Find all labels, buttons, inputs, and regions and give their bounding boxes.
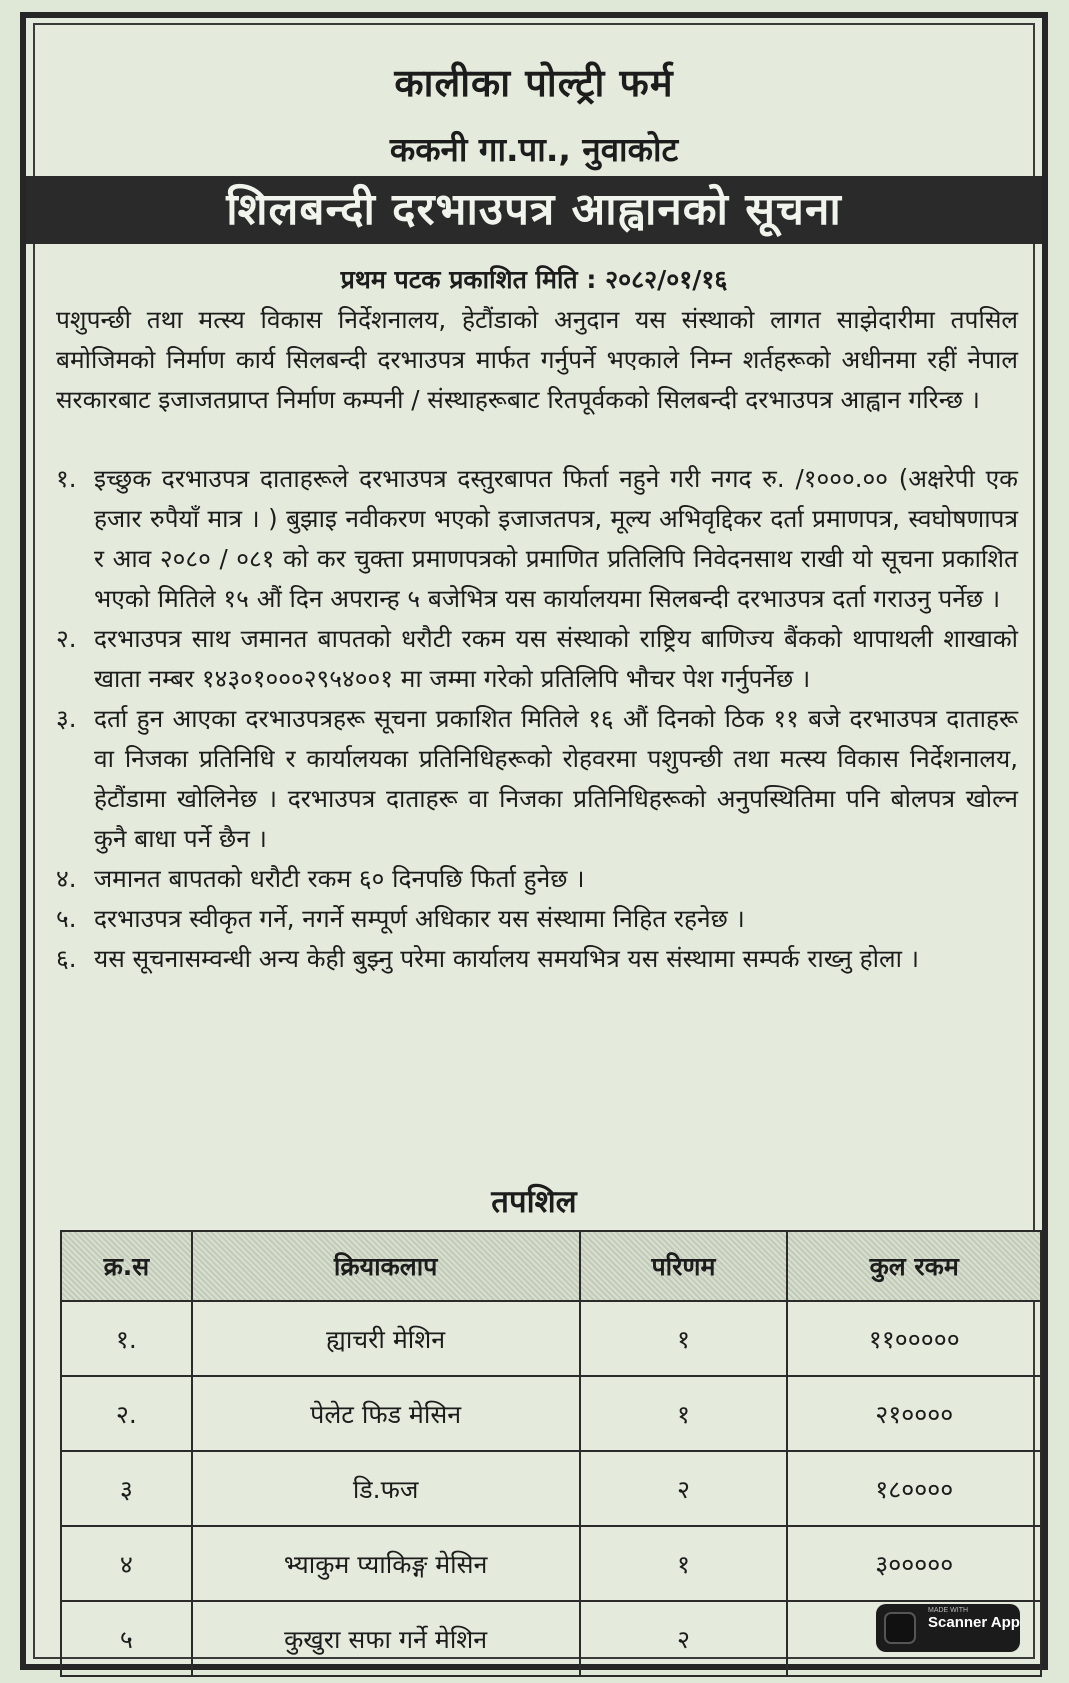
cell-serial: २. [61,1376,192,1451]
cell-quantity: १ [580,1376,788,1451]
condition-number: ६. [56,944,77,973]
cell-activity: ह्याचरी मेशिन [192,1301,580,1376]
cell-activity: डि.फज [192,1451,580,1526]
cell-serial: ५ [61,1601,192,1676]
condition-text: दर्ता हुन आएका दरभाउपत्रहरू सूचना प्रकाशित मितिले १६ औं दिनको ठिक ११ बजे दरभाउपत्र दाताहरू वा निजका प्रतिनिधि र कार्यालयका प्रतिनिधिहरूको रोहवरमा पशुपन्छी तथा मत्स्य विकास निर्देशनालय, हेटौंडामा खोलिनेछ । दरभाउपत्र दाताहरू वा निजका प्रतिनिधिहरूको अनुपस्थितिमा पनि बोलपत्र खोल्न कुनै बाधा पर्ने छैन । [94,704,1018,853]
condition-number: ३. [56,704,77,733]
cell-quantity: २ [580,1601,788,1676]
condition-text: जमानत बापतको धरौटी रकम ६० दिनपछि फिर्ता हुनेछ । [94,864,585,893]
organization-name: कालीका पोल्ट्री फर्म [394,61,674,105]
condition-number: १. [56,464,77,493]
cell-serial: ४ [61,1526,192,1601]
condition-item [56,459,1018,619]
intro-paragraph: पशुपन्छी तथा मत्स्य विकास निर्देशनालय, हेटौंडाको अनुदान यस संस्थाको लागत साझेदारीमा तपसिल बमोजिमको निर्माण कार्य सिलबन्दी दरभाउपत्र मार्फत गर्नुपर्ने भएकाले निम्न शर्तहरूको अधीनमा रहीं नेपाल सरकारबाट इजाजतप्राप्त निर्माण कम्पनी / संस्थाहरूबाट रितपूर्वकको सिलबन्दी दरभाउपत्र आह्वान गरिन्छ । [56,305,1018,414]
condition-number: ४. [56,864,77,893]
table-row [61,1451,1041,1526]
condition-number: २. [56,624,77,653]
condition-item [56,939,1018,979]
watermark-small-text: MADE WITH [928,1607,969,1614]
scanner-app-watermark [876,1604,1020,1652]
column-header-amount: कुल रकम [787,1231,1041,1301]
conditions-list [56,459,1018,979]
cell-amount: ११००००० [787,1301,1041,1376]
column-header-quantity: परिणम [580,1231,788,1301]
cell-activity: भ्याकुम प्याकिङ्ग मेसिन [192,1526,580,1601]
cell-quantity: १ [580,1526,788,1601]
column-header-serial: क्र.स [61,1231,192,1301]
condition-item [56,859,1018,899]
table-row [61,1526,1041,1601]
notice-frame [20,12,1048,1670]
condition-text: यस सूचनासम्वन्धी अन्य केही बुझ्नु परेमा कार्यालय समयभित्र यस संस्थामा सम्पर्क राख्नु होला । [94,944,920,973]
cell-activity: कुखुरा सफा गर्ने मेशिन [192,1601,580,1676]
cell-quantity: २ [580,1451,788,1526]
column-header-activity: क्रियाकलाप [192,1231,580,1301]
notice-title: शिलबन्दी दरभाउपत्र आह्वानको सूचना [26,176,1042,244]
condition-text: दरभाउपत्र स्वीकृत गर्ने, नगर्ने सम्पूर्ण अधिकार यस संस्थामा निहित रहनेछ । [94,904,745,933]
schedule-title: तपशिल [491,1184,577,1220]
scanner-app-logo-icon [884,1612,916,1644]
condition-item [56,899,1018,939]
cell-amount: २१०००० [787,1376,1041,1451]
condition-item [56,619,1018,699]
cell-serial: १. [61,1301,192,1376]
condition-text: इच्छुक दरभाउपत्र दाताहरूले दरभाउपत्र दस्तुरबापत फिर्ता नहुने गरी नगद रु. /१०००.०० (अक्षरेपी एक हजार रुपैयाँ मात्र । ) बुझाइ नवीकरण भएको इजाजतपत्र, मूल्य अभिवृद्दिकर दर्ता प्रमाणपत्र, स्वघोषणापत्र र आव २०८० / ०८१ को कर चुक्ता प्रमाणपत्रको प्रमाणित प्रतिलिपि निवेदनसाथ राखी यो सूचना प्रकाशित भएको मितिले १५ औं दिन अपरान्ह ५ बजेभित्र यस कार्यालयमा सिलबन्दी दरभाउपत्र दर्ता गराउनु पर्नेछ । [94,464,1018,613]
organization-address: ककनी गा.पा., नुवाकोट [389,130,679,169]
table-header-row [61,1231,1041,1301]
cell-amount: ३००००० [787,1526,1041,1601]
cell-amount: १८०००० [787,1451,1041,1526]
cell-quantity: १ [580,1301,788,1376]
watermark-app-name: Scanner App [928,1614,1020,1631]
condition-text: दरभाउपत्र साथ जमानत बापतको धरौटी रकम यस संस्थाको राष्ट्रिय बाणिज्य बैंकको थापाथली शाखाको खाता नम्बर १४३०१०००२९५४००१ मा जम्मा गरेको प्रतिलिपि भौचर पेश गर्नुपर्नेछ । [94,624,1018,693]
condition-number: ५. [56,904,77,933]
cell-activity: पेलेट फिड मेसिन [192,1376,580,1451]
table-row [61,1376,1041,1451]
condition-item [56,699,1018,859]
table-row [61,1301,1041,1376]
cell-serial: ३ [61,1451,192,1526]
publish-date: प्रथम पटक प्रकाशित मिति : २०८२/०१/१६ [340,265,728,294]
